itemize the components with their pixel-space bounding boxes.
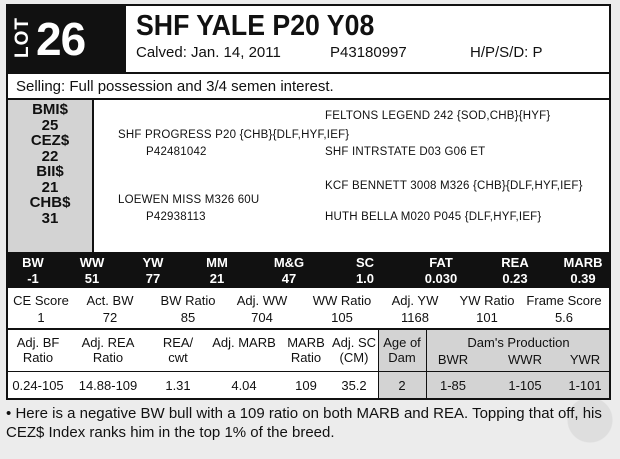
column-divider [426, 330, 427, 398]
epd-header-bw: BW [22, 255, 44, 270]
lot-number-box [8, 6, 126, 72]
epd-value-rea: 0.23 [502, 271, 528, 286]
header-line: Age of [383, 335, 421, 350]
sire-registration: P42481042 [146, 146, 207, 158]
carcass-header-adjbf [8, 335, 68, 365]
cez-label: CEZ$ [30, 132, 70, 149]
perf-value-ce: 1 [37, 310, 45, 325]
bmi-label: BMI$ [32, 101, 68, 118]
perf-header-adjww: Adj. WW [236, 293, 288, 308]
dam-value-wwr: 1-105 [508, 378, 542, 393]
epd-value-bw: -1 [27, 271, 39, 286]
header-line: Adj. BF [16, 335, 60, 350]
dam: LOEWEN MISS M326 60U [118, 194, 260, 206]
bii-label: BII$ [36, 163, 64, 180]
dam-sire: KCF BENNETT 3008 M326 {CHB}{DLF,HYF,IEF} [325, 180, 583, 192]
perf-header-adjyw: Adj. YW [391, 293, 439, 308]
header-line: (CM) [339, 350, 369, 365]
sire-dam: SHF INTRSTATE D03 G06 ET [325, 146, 486, 158]
perf-value-frame: 5.6 [554, 310, 574, 325]
lot-card [6, 4, 611, 400]
dams-production-title: Dam's Production [467, 335, 570, 350]
perf-header-frame: Frame Score [526, 293, 602, 308]
carcass-header-adjrea [68, 335, 148, 365]
animal-name: SHF YALE P20 Y08 [136, 10, 375, 42]
epd-value-marb: 0.39 [570, 271, 596, 286]
horn-status: H/P/S/D: P [470, 44, 543, 61]
carcass-header-marbratio [280, 335, 332, 365]
epd-header-ww: WW [79, 255, 105, 270]
header-line: REA/ [162, 335, 194, 350]
epd-value-sc: 1.0 [355, 271, 375, 286]
epd-bar [8, 252, 609, 288]
carcass-value-adjbf: 0.24-105 [12, 378, 64, 393]
epd-header-marb: MARB [563, 255, 603, 270]
epd-header-rea: REA [501, 255, 529, 270]
cez-value: 22 [41, 147, 59, 165]
carcass-value-reacwt: 1.31 [165, 378, 191, 393]
perf-value-bwratio: 85 [180, 310, 196, 325]
header-line: Ratio [22, 350, 54, 365]
dam-header-ywr: YWR [569, 352, 601, 367]
perf-value-adjyw: 1168 [401, 310, 429, 325]
index-column [8, 100, 94, 252]
epd-value-mm: 21 [209, 271, 225, 286]
header-line: MARB [287, 335, 325, 350]
lot-number: 26 [36, 13, 86, 65]
carcass-header-adjsc [328, 335, 380, 365]
carcass-header-adjmarb [208, 335, 280, 350]
header-line: Dam [388, 350, 416, 365]
perf-header-ce: CE Score [13, 293, 69, 308]
carcass-value-adjsc: 35.2 [341, 378, 367, 393]
header-line: Adj. MARB [212, 335, 276, 350]
epd-value-ww: 51 [84, 271, 100, 286]
carcass-value-marbratio: 109 [295, 378, 317, 393]
sire-sire: FELTONS LEGEND 242 {SOD,CHB}{HYF} [325, 110, 551, 122]
bmi-value: 25 [41, 116, 59, 134]
perf-value-ywratio: 101 [476, 310, 498, 325]
registration-number: P43180997 [330, 44, 407, 61]
dam-header-wwr: WWR [508, 352, 542, 367]
carcass-value-adjrea: 14.88-109 [78, 378, 138, 393]
epd-header-mg: M&G [273, 255, 305, 270]
carcass-value-ageofdam: 2 [398, 378, 406, 393]
header-line: Adj. REA [81, 335, 135, 350]
dam-header-bwr: BWR [437, 352, 469, 367]
chb-label: CHB$ [29, 194, 71, 211]
lot-header [8, 6, 609, 74]
selling-terms: Selling: Full possession and 3/4 semen interest. [8, 74, 609, 100]
perf-header-wwratio: WW Ratio [312, 293, 372, 308]
epd-header-fat: FAT [429, 255, 453, 270]
comment-text: Here is a negative BW bull with a 109 ratio on both MARB and REA. Topping that off, his CEZ$ Index ranks him in the top 1% of the breed. [6, 405, 602, 441]
carcass-header-ageofdam [378, 335, 426, 365]
header-line: Ratio [92, 350, 124, 365]
perf-header-bwratio: BW Ratio [160, 293, 216, 308]
dam-registration: P42938113 [146, 211, 206, 223]
perf-value-wwratio: 105 [331, 310, 353, 325]
sire: SHF PROGRESS P20 {CHB}{DLF,HYF,IEF} [118, 129, 350, 141]
performance-table [8, 288, 609, 330]
row-divider [8, 371, 609, 372]
epd-value-fat: 0.030 [424, 271, 458, 286]
carcass-value-adjmarb: 4.04 [231, 378, 257, 393]
bullet-icon: • [6, 405, 12, 422]
header-line: Adj. SC [331, 335, 377, 350]
comment [6, 404, 612, 442]
calved-date: Calved: Jan. 14, 2011 [136, 44, 281, 61]
perf-header-actbw: Act. BW [86, 293, 134, 308]
header-line: cwt [168, 350, 188, 365]
dam-value-bwr: 1-85 [439, 378, 467, 393]
header-line: Ratio [290, 350, 322, 365]
epd-header-sc: SC [355, 255, 375, 270]
epd-value-mg: 47 [281, 271, 297, 286]
carcass-header-reacwt [148, 335, 208, 365]
bii-value: 21 [41, 178, 59, 196]
perf-value-actbw: 72 [102, 310, 118, 325]
lot-label: LOT [12, 17, 33, 58]
perf-header-ywratio: YW Ratio [459, 293, 515, 308]
chb-value: 31 [41, 209, 59, 227]
pedigree [96, 100, 609, 252]
epd-value-yw: 77 [145, 271, 161, 286]
perf-value-adjww: 704 [251, 310, 273, 325]
epd-header-yw: YW [142, 255, 164, 270]
epd-header-mm: MM [206, 255, 228, 270]
dam-dam: HUTH BELLA M020 P045 {DLF,HYF,IEF} [325, 211, 542, 223]
carcass-table [8, 330, 609, 398]
dam-value-ywr: 1-101 [568, 378, 602, 393]
